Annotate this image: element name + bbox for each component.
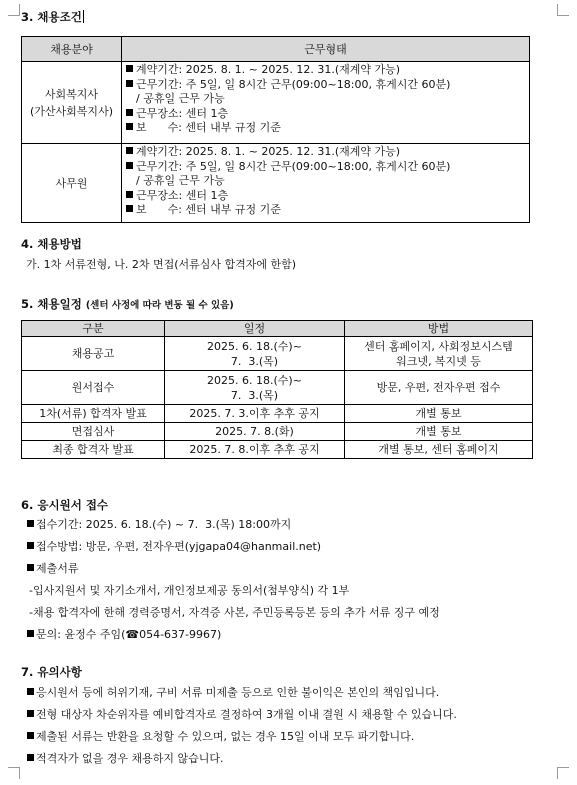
category-cell: 면접심사 xyxy=(22,423,165,441)
schedule-table xyxy=(21,320,533,459)
table-header-work-type: 근무형태 xyxy=(122,37,530,62)
list-item: 문의: 윤정수 주임(☎054-637-9967) xyxy=(27,626,221,642)
field-name-sub: (가산사회복지사) xyxy=(30,104,113,118)
table-row xyxy=(22,405,533,423)
section-3-heading xyxy=(21,9,84,25)
condition-line: / 공휴일 근무 가능 xyxy=(136,92,225,106)
square-bullet-icon xyxy=(126,109,133,116)
category-cell: 1차(서류) 합격자 발표 xyxy=(22,405,165,423)
schedule-cell: 2025. 7. 3.이후 추후 공지 xyxy=(165,405,345,423)
condition-line: 근무기간: 주 5일, 일 8시간 근무(09:00~18:00, 휴게시간 60분) xyxy=(126,160,525,175)
table-row xyxy=(22,441,533,459)
section-3-title: 3. 채용조건 xyxy=(21,10,82,24)
list-item: 제출서류 xyxy=(27,560,79,576)
field-name: 사회복지사 xyxy=(44,87,99,101)
section-7-heading: 7. 유의사항 xyxy=(21,665,82,679)
square-bullet-icon xyxy=(27,630,34,637)
square-bullet-icon xyxy=(126,65,133,72)
section-5-note: (센터 사정에 따라 변동 될 수 있음) xyxy=(85,300,234,311)
schedule-cell: 2025. 7. 8.(화) xyxy=(165,423,345,441)
method-cell: 개별 통보 xyxy=(345,405,533,423)
employment-conditions-table xyxy=(21,36,530,223)
page-corner-top-left xyxy=(8,4,20,16)
square-bullet-icon xyxy=(27,732,34,739)
page-corner-top-right xyxy=(557,4,569,16)
list-item: 접수방법: 방문, 우편, 전자우편(yjgapa04@hanmail.net) xyxy=(27,538,321,554)
schedule-cell: 2025. 6. 18.(수)~ 7. 3.(목) xyxy=(165,337,345,371)
method-cell: 센터 홈페이지, 사회정보시스템 워크넷, 복지넷 등 xyxy=(345,337,533,371)
list-item: 제출된 서류는 반환을 요청할 수 있으며, 없는 경우 15일 이내 모두 파기합니다. xyxy=(27,728,414,744)
section-6-heading: 6. 응시원서 접수 xyxy=(21,498,109,512)
field-name: 사무원 xyxy=(55,176,88,190)
list-item: -입사지원서 및 자기소개서, 개인정보제공 동의서(첨부양식) 각 1부 xyxy=(29,584,350,597)
section-5-title: 5. 채용일정 xyxy=(21,297,82,311)
square-bullet-icon xyxy=(27,520,34,527)
condition-line: 근무기간: 주 5일, 일 8시간 근무(09:00~18:00, 휴게시간 60분) xyxy=(126,78,525,93)
list-item: 적격자가 없을 경우 채용하지 않습니다. xyxy=(27,750,224,766)
conditions-cell xyxy=(122,144,530,223)
square-bullet-icon xyxy=(27,688,34,695)
section-5-heading xyxy=(21,296,234,312)
condition-line: 근무장소: 센터 1층 xyxy=(126,189,525,204)
square-bullet-icon xyxy=(126,162,133,169)
method-cell: 개별 통보, 센터 홈페이지 xyxy=(345,441,533,459)
square-bullet-icon xyxy=(126,191,133,198)
table-row xyxy=(22,337,533,371)
condition-line: 계약기간: 2025. 8. 1. ~ 2025. 12. 31.(재계약 가능) xyxy=(126,63,525,78)
schedule-cell: 2025. 7. 8.이후 추후 공지 xyxy=(165,441,345,459)
table-header-field: 채용분야 xyxy=(22,37,122,62)
square-bullet-icon xyxy=(27,564,34,571)
table-header-method: 방법 xyxy=(345,321,533,337)
page-corner-bottom-left xyxy=(8,767,20,779)
method-cell: 방문, 우편, 전자우편 접수 xyxy=(345,371,533,405)
table-row-social-worker xyxy=(22,62,530,144)
condition-line: 근무장소: 센터 1층 xyxy=(126,107,525,122)
schedule-cell: 2025. 6. 18.(수)~ 7. 3.(목) xyxy=(165,371,345,405)
category-cell: 채용공고 xyxy=(22,337,165,371)
page-corner-bottom-right xyxy=(557,767,569,779)
condition-line: 계약기간: 2025. 8. 1. ~ 2025. 12. 31.(재계약 가능) xyxy=(126,145,525,160)
square-bullet-icon xyxy=(126,147,133,154)
square-bullet-icon xyxy=(126,80,133,87)
list-item: -채용 합격자에 한해 경력증명서, 자격증 사본, 주민등록등본 등의 추가 서류 징구 예정 xyxy=(29,606,440,619)
condition-line: 보 수: 센터 내부 규정 기준 xyxy=(126,203,525,218)
table-row-clerk xyxy=(22,144,530,223)
list-item: 응시원서 등에 허위기재, 구비 서류 미제출 등으로 인한 불이익은 본인의 책임입니다. xyxy=(27,684,439,700)
square-bullet-icon xyxy=(27,710,34,717)
conditions-cell xyxy=(122,62,530,144)
condition-line: 보 수: 센터 내부 규정 기준 xyxy=(126,121,525,136)
field-cell xyxy=(22,144,122,223)
category-cell: 원서접수 xyxy=(22,371,165,405)
field-cell xyxy=(22,62,122,144)
list-item: 접수기간: 2025. 6. 18.(수) ~ 7. 3.(목) 18:00까지 xyxy=(27,516,291,532)
text-cursor[interactable] xyxy=(83,10,84,23)
square-bullet-icon xyxy=(126,205,133,212)
table-row xyxy=(22,371,533,405)
table-row xyxy=(22,423,533,441)
square-bullet-icon xyxy=(126,123,133,130)
hiring-method-text: 가. 1차 서류전형, 나. 2차 면접(서류심사 합격자에 한함) xyxy=(26,258,297,271)
square-bullet-icon xyxy=(27,754,34,761)
section-4-heading: 4. 채용방법 xyxy=(21,237,82,251)
method-cell: 개별 통보 xyxy=(345,423,533,441)
category-cell: 최종 합격자 발표 xyxy=(22,441,165,459)
condition-line: / 공휴일 근무 가능 xyxy=(136,174,225,188)
square-bullet-icon xyxy=(27,542,34,549)
table-header-schedule: 일정 xyxy=(165,321,345,337)
table-header-category: 구분 xyxy=(22,321,165,337)
list-item: 전형 대상자 차순위자를 예비합격자로 결정하여 3개월 이내 결원 시 채용할 수 있습니다. xyxy=(27,706,457,722)
